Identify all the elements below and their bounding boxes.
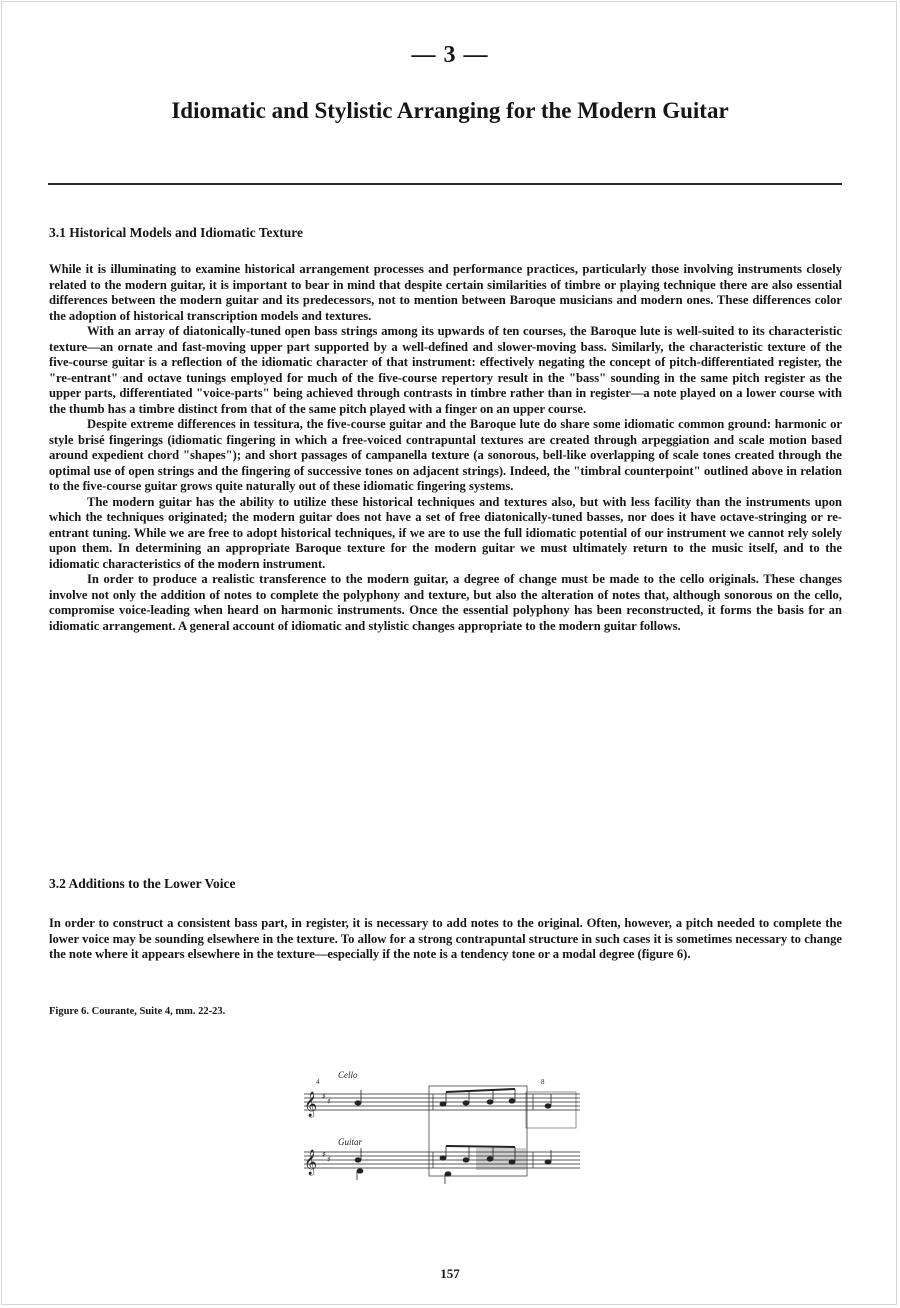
sharp-icon: ♯ xyxy=(322,1150,326,1159)
sharp-icon: ♯ xyxy=(322,1092,326,1101)
music-excerpt-figure xyxy=(298,1068,590,1188)
paragraph: Despite extreme differences in tessitura, the five-course guitar and the Baroque lute do share some idiomatic common ground: harmonic or style brisé fingerings (idiomatic fingering in which a free-voiced contrapuntal textures are created through arpeggiation and scale motion based around expedient chord "shapes"); and short passages of campanella texture (a sonorous, bell-like overlapping of scale tones created through the optimal use of open strings and the fingering of successive tones on adjacent strings). Indeed, the "timbral counterpoint" outlined above in relation to the five-course guitar grows quite naturally out of these idiomatic fingering systems. xyxy=(49,417,842,493)
figure-caption: Figure 6. Courante, Suite 4, mm. 22-23. xyxy=(49,1006,226,1017)
chapter-number: — 3 — xyxy=(411,42,489,68)
sharp-icon: ♯ xyxy=(327,1155,331,1164)
measure-number: 4 xyxy=(316,1078,320,1086)
cello-label: Cello xyxy=(338,1070,358,1080)
shaded-region xyxy=(476,1148,526,1170)
paragraph: The modern guitar has the ability to utilize these historical techniques and textures also, but with less facility than the instruments upon which the techniques originated; the modern guitar does not have a set of free diatonically-tuned basses, nor does it have octave-stringing or re-entrant tuning. While we are free to adopt historical techniques, if we are to use the full idiomatic potential of our instrument we cannot rely solely upon them. In determining an appropriate Baroque texture for the modern guitar we must ultimately return to the music itself, and to the idiomatic characteristics of the modern instrument. xyxy=(49,494,842,571)
paragraph: While it is illuminating to examine historical arrangement processes and performance practices, particularly those involving instruments closely related to the modern guitar, it is important to bear in mind that despite certain similarities of timbre or playing technique there are also essential differences between the modern guitar and its predecessors, not to mention between Baroque musicians and modern ones. These differences color the adoption of historical transcription models and textures. xyxy=(49,262,842,323)
section-3-1-body xyxy=(49,262,842,634)
treble-clef-icon: 𝄞 xyxy=(304,1092,318,1117)
chapter-title: Idiomatic and Stylistic Arranging for the Modern Guitar xyxy=(171,98,729,123)
sharp-icon: ♯ xyxy=(327,1097,331,1106)
header-divider xyxy=(48,183,842,185)
section-heading-3-1: 3.1 Historical Models and Idiomatic Texture xyxy=(49,225,304,240)
section-3-2-body xyxy=(49,916,842,963)
measure-number: 8 xyxy=(541,1078,545,1086)
guitar-label: Guitar xyxy=(338,1137,363,1147)
paragraph: In order to construct a consistent bass part, in register, it is necessary to add notes to the original. Often, however, a pitch needed to complete the lower voice may be sounding elsewhere in the texture. To allow for a strong contrapuntal structure in such cases it is sometimes necessary to change the note where it appears elsewhere in the texture—especially if the note is a tendency tone or a modal degree (figure 6). xyxy=(49,916,842,961)
treble-clef-icon: 𝄞 xyxy=(304,1150,318,1175)
paragraph: With an array of diatonically-tuned open bass strings among its upwards of ten courses, the Baroque lute is well-suited to its characteristic texture—an ornate and fast-moving upper part supported by a well-defined and slower-moving bass. Similarly, the characteristic texture of the five-course guitar is a reflection of the idiomatic character of that instrument: effectively negating the concept of pitch-differentiated register, the "re-entrant" and octave tunings employed for much of the five-course repertory result in the "bass" sounding in the same pitch register as the upper parts, differentiated "voice-parts" being achieved through contrasts in timbre rather than in register—a note played on a lower course with the thumb has a timbre distinct from that of the same pitch played with a finger on an upper course. xyxy=(49,324,842,416)
section-heading-3-2: 3.2 Additions to the Lower Voice xyxy=(49,876,236,891)
page-number: 157 xyxy=(440,1266,460,1281)
paragraph: In order to produce a realistic transference to the modern guitar, a degree of change must be made to the cello originals. These changes involve not only the addition of notes to complete the polyphony and texture, but also the alteration of notes that, although sonorous on the cello, compromise voice-leading when heard on harmonic instruments. Once the essential polyphony has been reconstructed, it forms the basis for an idiomatic arrangement. A general account of idiomatic and stylistic changes appropriate to the modern guitar follows. xyxy=(49,572,842,633)
cello-notes xyxy=(355,1089,551,1108)
